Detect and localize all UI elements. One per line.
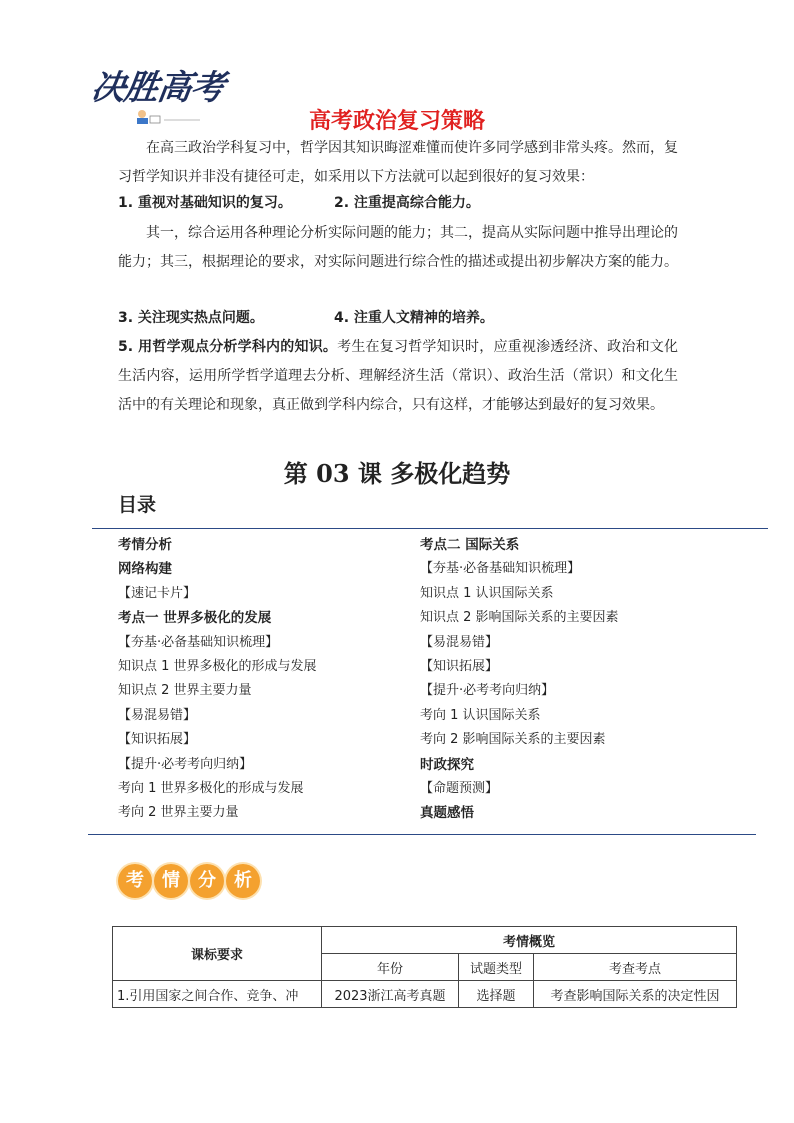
method-5-text: 考生在复习哲学知识时，应重视渗透经济、政治和文化生活内容，运用所学哲学道理去分析、理解经济生活（常识）、政治生活（常识）和文化生活中的有关理论和现象，真正做到学科内综合，只有这样，才能够达到最好的复习效果。 — [118, 339, 679, 413]
section-badge-char: 析 — [226, 864, 260, 898]
toc-item[interactable]: 知识点 1 世界多极化的形成与发展 — [118, 658, 317, 674]
method-2: 2. 注重提高综合能力。 — [334, 195, 480, 211]
toc-item[interactable]: 考点一 世界多极化的发展 — [118, 610, 272, 627]
toc-item[interactable]: 【提升·必考考向归纳】 — [118, 756, 253, 772]
toc-item[interactable]: 考向 2 世界主要力量 — [118, 805, 239, 821]
toc-item[interactable]: 考点二 国际关系 — [420, 537, 520, 553]
toc-top-rule — [92, 528, 768, 529]
method-row-2 — [118, 307, 494, 327]
toc-bottom-rule — [88, 834, 756, 835]
toc-item[interactable]: 时政探究 — [420, 756, 474, 773]
toc-item[interactable]: 【提升·必考考向归纳】 — [420, 683, 555, 699]
table-cell: 选择题 — [459, 981, 534, 1008]
toc-item[interactable]: 知识点 2 影响国际关系的主要因素 — [420, 610, 619, 626]
section-badge — [118, 864, 262, 898]
toc-item[interactable]: 知识点 1 认识国际关系 — [420, 585, 554, 601]
toc-item[interactable]: 【命题预测】 — [420, 780, 499, 796]
toc-item[interactable]: 考向 2 影响国际关系的主要因素 — [420, 732, 606, 748]
toc-item[interactable]: 【速记卡片】 — [118, 585, 197, 601]
toc-item[interactable]: 知识点 2 世界主要力量 — [118, 683, 252, 699]
method-1: 1. 重视对基础知识的复习。 — [118, 195, 292, 211]
lesson-title: 第 03 课 多极化趋势 — [283, 459, 511, 488]
method-5-paragraph — [118, 333, 678, 420]
method-5: 5. 用哲学观点分析学科内的知识。 — [118, 339, 338, 355]
intro-paragraph: 在高三政治学科复习中，哲学因其知识晦涩难懂而使许多同学感到非常头疼。然而，复习哲学知识并非没有捷径可走，如采用以下方法就可以起到很好的复习效果： — [118, 140, 678, 185]
table-header-requirements: 课标要求 — [113, 927, 322, 981]
toc-item[interactable]: 考向 1 世界多极化的形成与发展 — [118, 780, 304, 796]
table-subheader-point: 考查考点 — [534, 954, 737, 981]
table-subheader-type: 试题类型 — [459, 954, 534, 981]
table-subheader-year: 年份 — [322, 954, 459, 981]
toc-left-column — [118, 533, 317, 826]
logo-text: 决胜高考 — [88, 68, 227, 108]
table-cell: 1.引用国家之间合作、竞争、冲 — [113, 981, 322, 1008]
toc-item[interactable]: 【易混易错】 — [118, 707, 197, 723]
toc-item[interactable]: 真题感悟 — [420, 805, 474, 822]
toc-item[interactable]: 【夯基·必备基础知识梳理】 — [420, 561, 581, 577]
method-4: 4. 注重人文精神的培养。 — [334, 310, 494, 326]
exam-table — [112, 926, 737, 1008]
method-3: 3. 关注现实热点问题。 — [118, 310, 264, 326]
toc-item[interactable]: 考情分析 — [118, 537, 172, 553]
toc-item[interactable]: 考向 1 认识国际关系 — [420, 707, 541, 723]
table-cell: 考查影响国际关系的决定性因 — [534, 981, 737, 1008]
method-row-1 — [118, 192, 480, 212]
toc-item[interactable]: 【知识拓展】 — [420, 658, 499, 674]
toc-title: 目录 — [118, 494, 157, 516]
section-badge-char: 情 — [154, 864, 188, 898]
section-badge-char: 考 — [118, 864, 152, 898]
page-title: 高考政治复习策略 — [308, 109, 485, 134]
table-cell: 2023浙江高考真题 — [322, 981, 459, 1008]
toc-item[interactable]: 【夯基·必备基础知识梳理】 — [118, 634, 279, 650]
section-badge-char: 分 — [190, 864, 224, 898]
method-2-paragraph: 其一，综合运用各种理论分析实际问题的能力；其二，提高从实际问题中推导出理论的能力；其三，根据理论的要求，对实际问题进行综合性的描述或提出初步解决方案的能力。 — [118, 225, 678, 270]
toc-item[interactable]: 【知识拓展】 — [118, 732, 197, 748]
table-header-overview: 考情概览 — [322, 927, 737, 954]
toc-item[interactable]: 网络构建 — [118, 561, 172, 578]
toc-right-column — [420, 533, 619, 826]
toc-item[interactable]: 【易混易错】 — [420, 634, 499, 650]
